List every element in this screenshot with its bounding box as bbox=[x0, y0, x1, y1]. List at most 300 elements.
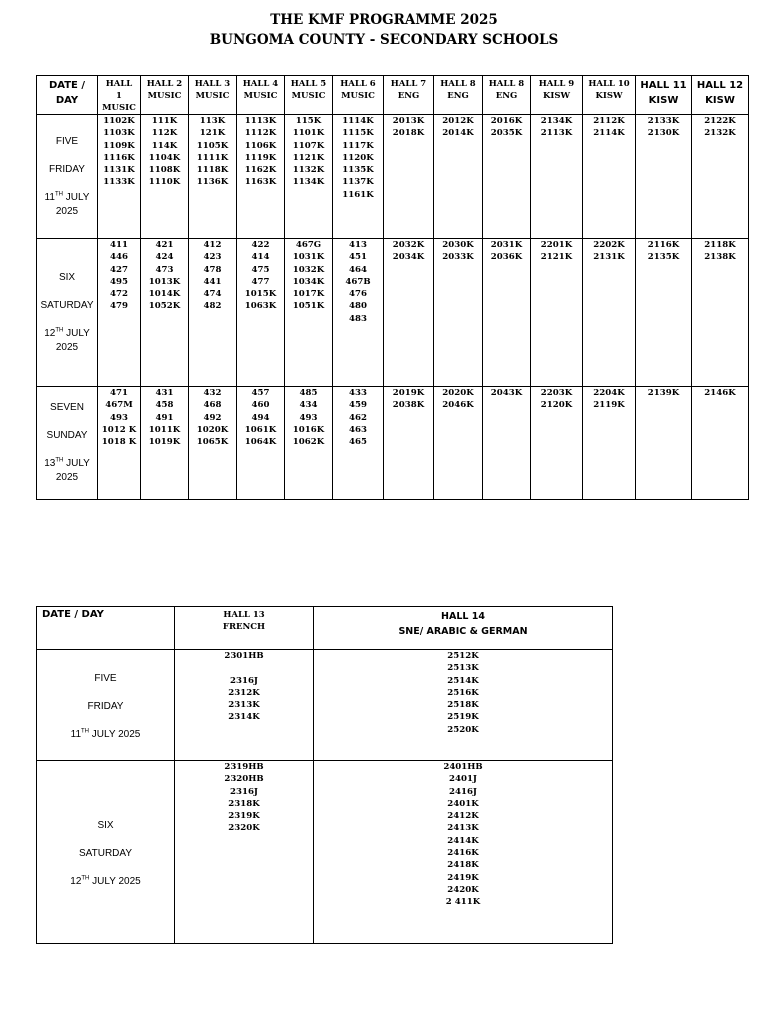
entry-code: 1013K bbox=[148, 276, 181, 287]
entry-code: 2132K bbox=[704, 128, 736, 139]
hall-11-codes bbox=[583, 387, 636, 500]
hall-10-codes bbox=[531, 115, 583, 239]
entry-code: 1018 K bbox=[101, 437, 137, 448]
entry-code: 478 bbox=[203, 264, 222, 275]
entry-code: 458 bbox=[155, 400, 174, 411]
date-day: 12 bbox=[70, 876, 82, 887]
hall-header-line: HALL 5 bbox=[290, 79, 327, 89]
day-cell bbox=[37, 115, 98, 239]
hall-10-header bbox=[531, 76, 583, 115]
entry-code: 2046K bbox=[442, 400, 474, 411]
entry-code: 441 bbox=[203, 276, 222, 287]
entry-code: 121K bbox=[199, 128, 226, 139]
hall-header-line: KISW bbox=[705, 95, 735, 106]
entry-code: 427 bbox=[110, 264, 128, 275]
hall-header-line: HALL 10 bbox=[588, 79, 630, 89]
entry-code: 1103K bbox=[103, 128, 135, 139]
entry-code: 459 bbox=[349, 400, 367, 411]
entry-code: 2146K bbox=[704, 388, 736, 398]
hall-4-codes bbox=[237, 387, 285, 500]
date bbox=[37, 728, 174, 742]
entry-code: 492 bbox=[203, 412, 222, 423]
entry-code: 1104K bbox=[148, 152, 181, 163]
entry-code: 2320K bbox=[228, 823, 260, 834]
document-title-line2: BUNGOMA COUNTY - SECONDARY SCHOOLS bbox=[209, 32, 559, 48]
entry-code: 482 bbox=[203, 301, 222, 312]
entry-code: 2301HB bbox=[224, 651, 264, 661]
entry-code: 1110K bbox=[148, 177, 181, 188]
date-header-line1: DATE / bbox=[48, 80, 86, 91]
hall-6-header bbox=[333, 76, 384, 115]
hall-header-line: MUSIC bbox=[195, 91, 230, 101]
entry-code: 2036K bbox=[490, 252, 523, 263]
entry-code: 2118K bbox=[704, 240, 736, 250]
schedule-table-halls-13-14 bbox=[36, 606, 613, 944]
entry-code: 1112K bbox=[244, 128, 277, 139]
hall-header-line: HALL 7 bbox=[390, 79, 427, 89]
hall-9-header bbox=[483, 76, 531, 115]
hall-2-codes bbox=[141, 387, 189, 500]
entry-code: 491 bbox=[155, 412, 174, 423]
hall-5-codes bbox=[285, 115, 333, 239]
entry-code: 1163K bbox=[244, 177, 277, 188]
entry-code: 2320HB bbox=[224, 774, 264, 785]
hall-13-subject: FRENCH bbox=[222, 622, 266, 632]
hall-3-header bbox=[189, 76, 237, 115]
entry-code: 2134K bbox=[540, 116, 573, 126]
entry-code: 2316J bbox=[230, 675, 258, 686]
entry-code: 479 bbox=[110, 301, 128, 312]
entry-code: 413 bbox=[349, 240, 367, 250]
entry-code: 1134K bbox=[292, 177, 325, 188]
hall-header-line: 1 bbox=[116, 91, 122, 101]
entry-code: 2016K bbox=[490, 116, 523, 126]
date-day-header-2: DATE / DAY bbox=[37, 607, 175, 650]
entry-code: 477 bbox=[251, 276, 270, 287]
entry-code: 457 bbox=[251, 388, 270, 398]
entry-code: 2312K bbox=[228, 687, 260, 698]
weekday: FRIDAY bbox=[49, 163, 85, 175]
entry-code: 2133K bbox=[647, 116, 680, 126]
entry-code: 2316J bbox=[230, 786, 258, 797]
day-cell bbox=[37, 650, 175, 761]
entry-code: 1102K bbox=[103, 116, 135, 126]
entry-code: 2512K bbox=[447, 651, 479, 661]
hall-13-codes bbox=[692, 239, 749, 387]
hall-14-header bbox=[314, 607, 613, 650]
hall-header-line: MUSIC bbox=[147, 91, 182, 101]
hall-7-header bbox=[384, 76, 434, 115]
entry-code: 2012K bbox=[442, 116, 474, 126]
entry-code: 2413K bbox=[447, 823, 479, 834]
hall-11-codes bbox=[583, 115, 636, 239]
entry-code: 1019K bbox=[148, 437, 181, 448]
hall-7-codes bbox=[384, 239, 434, 387]
hall-header-line: HALL 6 bbox=[340, 79, 376, 89]
hall-6-codes bbox=[333, 239, 384, 387]
entry-code: 1064K bbox=[244, 437, 277, 448]
hall-6-codes bbox=[333, 115, 384, 239]
hall-12-codes bbox=[636, 239, 692, 387]
day-cell bbox=[37, 387, 98, 500]
entry-code: 2412K bbox=[447, 811, 479, 822]
date-year: 2025 bbox=[55, 341, 79, 353]
hall-header-line: HALL 3 bbox=[194, 79, 231, 89]
entry-code: 493 bbox=[299, 412, 318, 423]
hall-header-line: HALL 12 bbox=[696, 80, 744, 91]
hall-header-line: HALL 2 bbox=[146, 79, 183, 89]
hall-header-line: HALL 9 bbox=[538, 79, 575, 89]
entry-code: 494 bbox=[251, 412, 270, 423]
hall-8-codes bbox=[434, 387, 483, 500]
entry-code: 115K bbox=[295, 116, 322, 126]
hall-5-codes bbox=[285, 387, 333, 500]
date-month: JULY bbox=[62, 191, 90, 203]
entry-code: 1061K bbox=[244, 424, 277, 435]
entry-code: 464 bbox=[349, 264, 367, 275]
entry-code: 2319HB bbox=[224, 762, 264, 772]
hall-14-codes bbox=[314, 650, 613, 761]
entry-code: 1111K bbox=[196, 152, 229, 163]
hall-header-line: KISW bbox=[542, 91, 571, 101]
day-cell bbox=[37, 239, 98, 387]
hall-8-header bbox=[434, 76, 483, 115]
entry-code: 2138K bbox=[704, 252, 736, 263]
entry-code: 2401K bbox=[447, 798, 479, 809]
entry-code: 2139K bbox=[647, 388, 680, 398]
entry-code: 2513K bbox=[447, 663, 479, 674]
entry-code: 431 bbox=[155, 388, 174, 398]
document-title-line1: THE KMF PROGRAMME 2025 bbox=[270, 12, 498, 28]
date-month: JULY 2025 bbox=[89, 876, 141, 887]
hall-12-header bbox=[636, 76, 692, 115]
entry-code: 1107K bbox=[292, 140, 325, 151]
entry-code: 424 bbox=[155, 252, 174, 263]
entry-code: 1118K bbox=[196, 165, 229, 176]
day-number: FIVE bbox=[94, 673, 117, 684]
hall-14-codes bbox=[314, 761, 613, 944]
entry-code: 422 bbox=[251, 240, 270, 250]
entry-code: 1116K bbox=[103, 152, 135, 163]
entry-code: 1016K bbox=[292, 424, 325, 435]
entry-code: 467M bbox=[105, 400, 133, 411]
entry-code: 460 bbox=[251, 400, 270, 411]
hall-header-line: ENG bbox=[495, 91, 518, 101]
entry-code: 2416K bbox=[447, 848, 479, 859]
entry-code: 2120K bbox=[540, 400, 573, 411]
entry-code: 1106K bbox=[244, 140, 277, 151]
date-day: 12 bbox=[44, 327, 56, 339]
hall-13-title: HALL 13 bbox=[223, 610, 265, 620]
hall-4-codes bbox=[237, 115, 285, 239]
entry-code: 2514K bbox=[447, 675, 479, 686]
hall-7-codes bbox=[384, 387, 434, 500]
entry-code: 1137K bbox=[342, 177, 374, 188]
hall-2-codes bbox=[141, 115, 189, 239]
entry-code: 1119K bbox=[244, 152, 277, 163]
entry-code: 2416J bbox=[449, 786, 477, 797]
hall-2-header bbox=[141, 76, 189, 115]
entry-code: 462 bbox=[349, 412, 367, 423]
entry-code: 463 bbox=[349, 424, 367, 435]
entry-code: 1014K bbox=[148, 289, 181, 300]
entry-code: 495 bbox=[110, 276, 128, 287]
hall-header-line: HALL 8 bbox=[488, 79, 525, 89]
entry-code: 1132K bbox=[292, 165, 325, 176]
entry-code: 2419K bbox=[447, 872, 479, 883]
hall-11-header bbox=[583, 76, 636, 115]
date-suffix: TH bbox=[55, 457, 64, 464]
hall-10-codes bbox=[531, 387, 583, 500]
entry-code: 2414K bbox=[447, 835, 479, 846]
date bbox=[37, 875, 174, 889]
hall-1-codes bbox=[98, 387, 141, 500]
hall-9-codes bbox=[483, 387, 531, 500]
entry-code: 2314K bbox=[228, 712, 260, 723]
day-number: SIX bbox=[97, 820, 114, 831]
date-day: 13 bbox=[44, 458, 56, 469]
hall-5-header bbox=[285, 76, 333, 115]
weekday: SATURDAY bbox=[79, 848, 132, 859]
hall-header-line: MUSIC bbox=[102, 103, 136, 113]
hall-header-line: ENG bbox=[397, 91, 420, 101]
hall-13-codes bbox=[692, 115, 749, 239]
entry-code: 1031K bbox=[292, 252, 325, 263]
entry-code: 2201K bbox=[540, 240, 573, 250]
hall-14-title: HALL 14 bbox=[441, 611, 485, 622]
entry-code: 1101K bbox=[292, 128, 325, 139]
entry-code: 2113K bbox=[540, 128, 573, 139]
entry-code: 2020K bbox=[442, 388, 474, 398]
entry-code: 1065K bbox=[196, 437, 229, 448]
entry-code: 423 bbox=[203, 252, 222, 263]
entry-code: 472 bbox=[110, 289, 128, 300]
hall-9-codes bbox=[483, 239, 531, 387]
entry-code: 2121K bbox=[540, 252, 573, 263]
entry-code: 1121K bbox=[292, 152, 325, 163]
date-suffix: TH bbox=[81, 728, 90, 735]
hall-header-line: KISW bbox=[595, 91, 623, 101]
entry-code: 114K bbox=[151, 140, 178, 151]
entry-code: 2418K bbox=[447, 860, 479, 871]
hall-10-codes bbox=[531, 239, 583, 387]
entry-code: 2202K bbox=[593, 240, 625, 250]
hall-13-codes bbox=[175, 650, 314, 761]
weekday: SATURDAY bbox=[40, 299, 94, 311]
hall-12-codes bbox=[636, 115, 692, 239]
entry-code: 113K bbox=[199, 116, 226, 126]
entry-code: 2019K bbox=[392, 388, 425, 398]
entry-code bbox=[175, 662, 313, 674]
entry-code: 2313K bbox=[228, 700, 260, 711]
entry-code: 1115K bbox=[342, 128, 374, 139]
day-number: FIVE bbox=[55, 135, 79, 147]
hall-13-header bbox=[692, 76, 749, 115]
entry-code: 2032K bbox=[392, 240, 425, 250]
entry-code: 468 bbox=[203, 400, 222, 411]
date-day: 11 bbox=[44, 191, 55, 203]
entry-code: 1015K bbox=[244, 289, 277, 300]
entry-code: 2 411K bbox=[445, 897, 481, 908]
hall-6-codes bbox=[333, 387, 384, 500]
entry-code: 2131K bbox=[593, 252, 625, 263]
entry-code: 1120K bbox=[342, 152, 374, 163]
hall-3-codes bbox=[189, 239, 237, 387]
entry-code: 434 bbox=[299, 400, 318, 411]
entry-code: 2018K bbox=[392, 128, 425, 139]
entry-code: 2014K bbox=[442, 128, 474, 139]
day-number: SEVEN bbox=[50, 402, 84, 413]
weekday: FRIDAY bbox=[87, 701, 124, 712]
entry-code: 1113K bbox=[244, 116, 277, 126]
entry-code: 473 bbox=[155, 264, 174, 275]
entry-code: 1011K bbox=[148, 424, 181, 435]
hall-1-header bbox=[98, 76, 141, 115]
entry-code: 2420K bbox=[447, 884, 479, 895]
entry-code: 2518K bbox=[447, 700, 479, 711]
hall-header-line: MUSIC bbox=[291, 91, 326, 101]
entry-code: 1135K bbox=[342, 165, 374, 176]
entry-code: 111K bbox=[151, 116, 178, 126]
entry-code: 2114K bbox=[593, 128, 625, 139]
date-year: 2025 bbox=[55, 205, 79, 217]
entry-code: 2135K bbox=[647, 252, 680, 263]
entry-code: 1133K bbox=[103, 177, 135, 188]
hall-header-line: MUSIC bbox=[341, 91, 375, 101]
entry-code: 1020K bbox=[196, 424, 229, 435]
entry-code: 1052K bbox=[148, 301, 181, 312]
entry-code: 467B bbox=[345, 276, 371, 287]
hall-1-codes bbox=[98, 239, 141, 387]
date bbox=[37, 191, 97, 205]
date-day: 11 bbox=[70, 729, 82, 740]
entry-code: 451 bbox=[349, 252, 367, 263]
hall-header-line: ENG bbox=[447, 91, 469, 101]
date-month: JULY bbox=[63, 458, 90, 469]
entry-code: 2520K bbox=[447, 724, 479, 735]
entry-code: 2318K bbox=[228, 798, 260, 809]
entry-code: 2013K bbox=[392, 116, 425, 126]
entry-code: 1012 K bbox=[101, 424, 137, 435]
hall-12-codes bbox=[636, 387, 692, 500]
entry-code: 2030K bbox=[442, 240, 474, 250]
hall-4-codes bbox=[237, 239, 285, 387]
entry-code: 2116K bbox=[647, 240, 680, 250]
hall-header-line: HALL 4 bbox=[242, 79, 279, 89]
entry-code: 2130K bbox=[647, 128, 680, 139]
entry-code: 2035K bbox=[490, 128, 523, 139]
entry-code: 432 bbox=[203, 388, 222, 398]
hall-3-codes bbox=[189, 115, 237, 239]
entry-code: 471 bbox=[110, 388, 128, 398]
entry-code: 483 bbox=[349, 313, 367, 324]
entry-code: 433 bbox=[349, 388, 367, 398]
date-day-header bbox=[37, 76, 98, 115]
entry-code: 476 bbox=[349, 289, 367, 300]
hall-5-codes bbox=[285, 239, 333, 387]
date-month: JULY bbox=[63, 327, 90, 339]
entry-code: 1034K bbox=[292, 276, 325, 287]
entry-code: 2112K bbox=[593, 116, 625, 126]
entry-code: 2119K bbox=[593, 400, 625, 411]
entry-code: 2401J bbox=[449, 774, 477, 785]
entry-code: 2038K bbox=[392, 400, 425, 411]
entry-code: 1161K bbox=[342, 189, 374, 200]
date-header-line2: DAY bbox=[55, 95, 79, 106]
hall-13-header bbox=[175, 607, 314, 650]
entry-code: 485 bbox=[299, 388, 318, 398]
entry-code: 1117K bbox=[342, 140, 374, 151]
entry-code: 2519K bbox=[447, 712, 479, 723]
entry-code: 2033K bbox=[442, 252, 474, 263]
hall-13-codes bbox=[692, 387, 749, 500]
hall-1-codes bbox=[98, 115, 141, 239]
entry-code: 414 bbox=[251, 252, 270, 263]
hall-9-codes bbox=[483, 115, 531, 239]
entry-code: 1114K bbox=[342, 116, 374, 126]
entry-code: 2319K bbox=[228, 811, 260, 822]
date-month: JULY 2025 bbox=[89, 729, 141, 740]
entry-code: 1108K bbox=[148, 165, 181, 176]
hall-header-line: HALL 11 bbox=[640, 80, 687, 91]
entry-code: 2031K bbox=[490, 240, 523, 250]
date-suffix: TH bbox=[55, 327, 64, 334]
entry-code: 1017K bbox=[292, 289, 325, 300]
entry-code: 2043K bbox=[490, 388, 523, 398]
entry-code: 2516K bbox=[447, 687, 479, 698]
entry-code: 2034K bbox=[392, 252, 425, 263]
hall-2-codes bbox=[141, 239, 189, 387]
entry-code: 480 bbox=[349, 301, 367, 312]
hall-3-codes bbox=[189, 387, 237, 500]
entry-code: 1062K bbox=[292, 437, 325, 448]
hall-header-line: KISW bbox=[648, 95, 679, 106]
hall-11-codes bbox=[583, 239, 636, 387]
hall-header-line: MUSIC bbox=[243, 91, 278, 101]
date bbox=[37, 457, 97, 471]
date-suffix: TH bbox=[54, 191, 63, 198]
hall-8-codes bbox=[434, 239, 483, 387]
entry-code: 2204K bbox=[593, 388, 625, 398]
entry-code: 2122K bbox=[704, 116, 736, 126]
entry-code: 1032K bbox=[292, 264, 325, 275]
entry-code: 467G bbox=[295, 240, 322, 250]
hall-13-codes bbox=[175, 761, 314, 944]
entry-code: 475 bbox=[251, 264, 270, 275]
entry-code: 446 bbox=[110, 252, 128, 263]
entry-code: 112K bbox=[151, 128, 178, 139]
entry-code: 1063K bbox=[244, 301, 277, 312]
date-suffix: TH bbox=[81, 875, 90, 882]
entry-code: 1131K bbox=[103, 165, 135, 176]
hall-header-line: HALL 8 bbox=[440, 79, 476, 89]
day-cell bbox=[37, 761, 175, 944]
hall-14-subject: SNE/ ARABIC & GERMAN bbox=[398, 626, 528, 637]
entry-code: 493 bbox=[110, 412, 128, 423]
entry-code: 2401HB bbox=[443, 762, 483, 772]
entry-code: 2203K bbox=[540, 388, 573, 398]
entry-code: 465 bbox=[349, 437, 367, 448]
weekday: SUNDAY bbox=[46, 430, 88, 441]
entry-code: 474 bbox=[203, 289, 222, 300]
hall-7-codes bbox=[384, 115, 434, 239]
entry-code: 1162K bbox=[244, 165, 277, 176]
schedule-table-halls-1-12 bbox=[36, 75, 749, 500]
entry-code: 411 bbox=[110, 240, 128, 250]
date-year: 2025 bbox=[55, 472, 79, 483]
entry-code: 1136K bbox=[196, 177, 229, 188]
hall-4-header bbox=[237, 76, 285, 115]
